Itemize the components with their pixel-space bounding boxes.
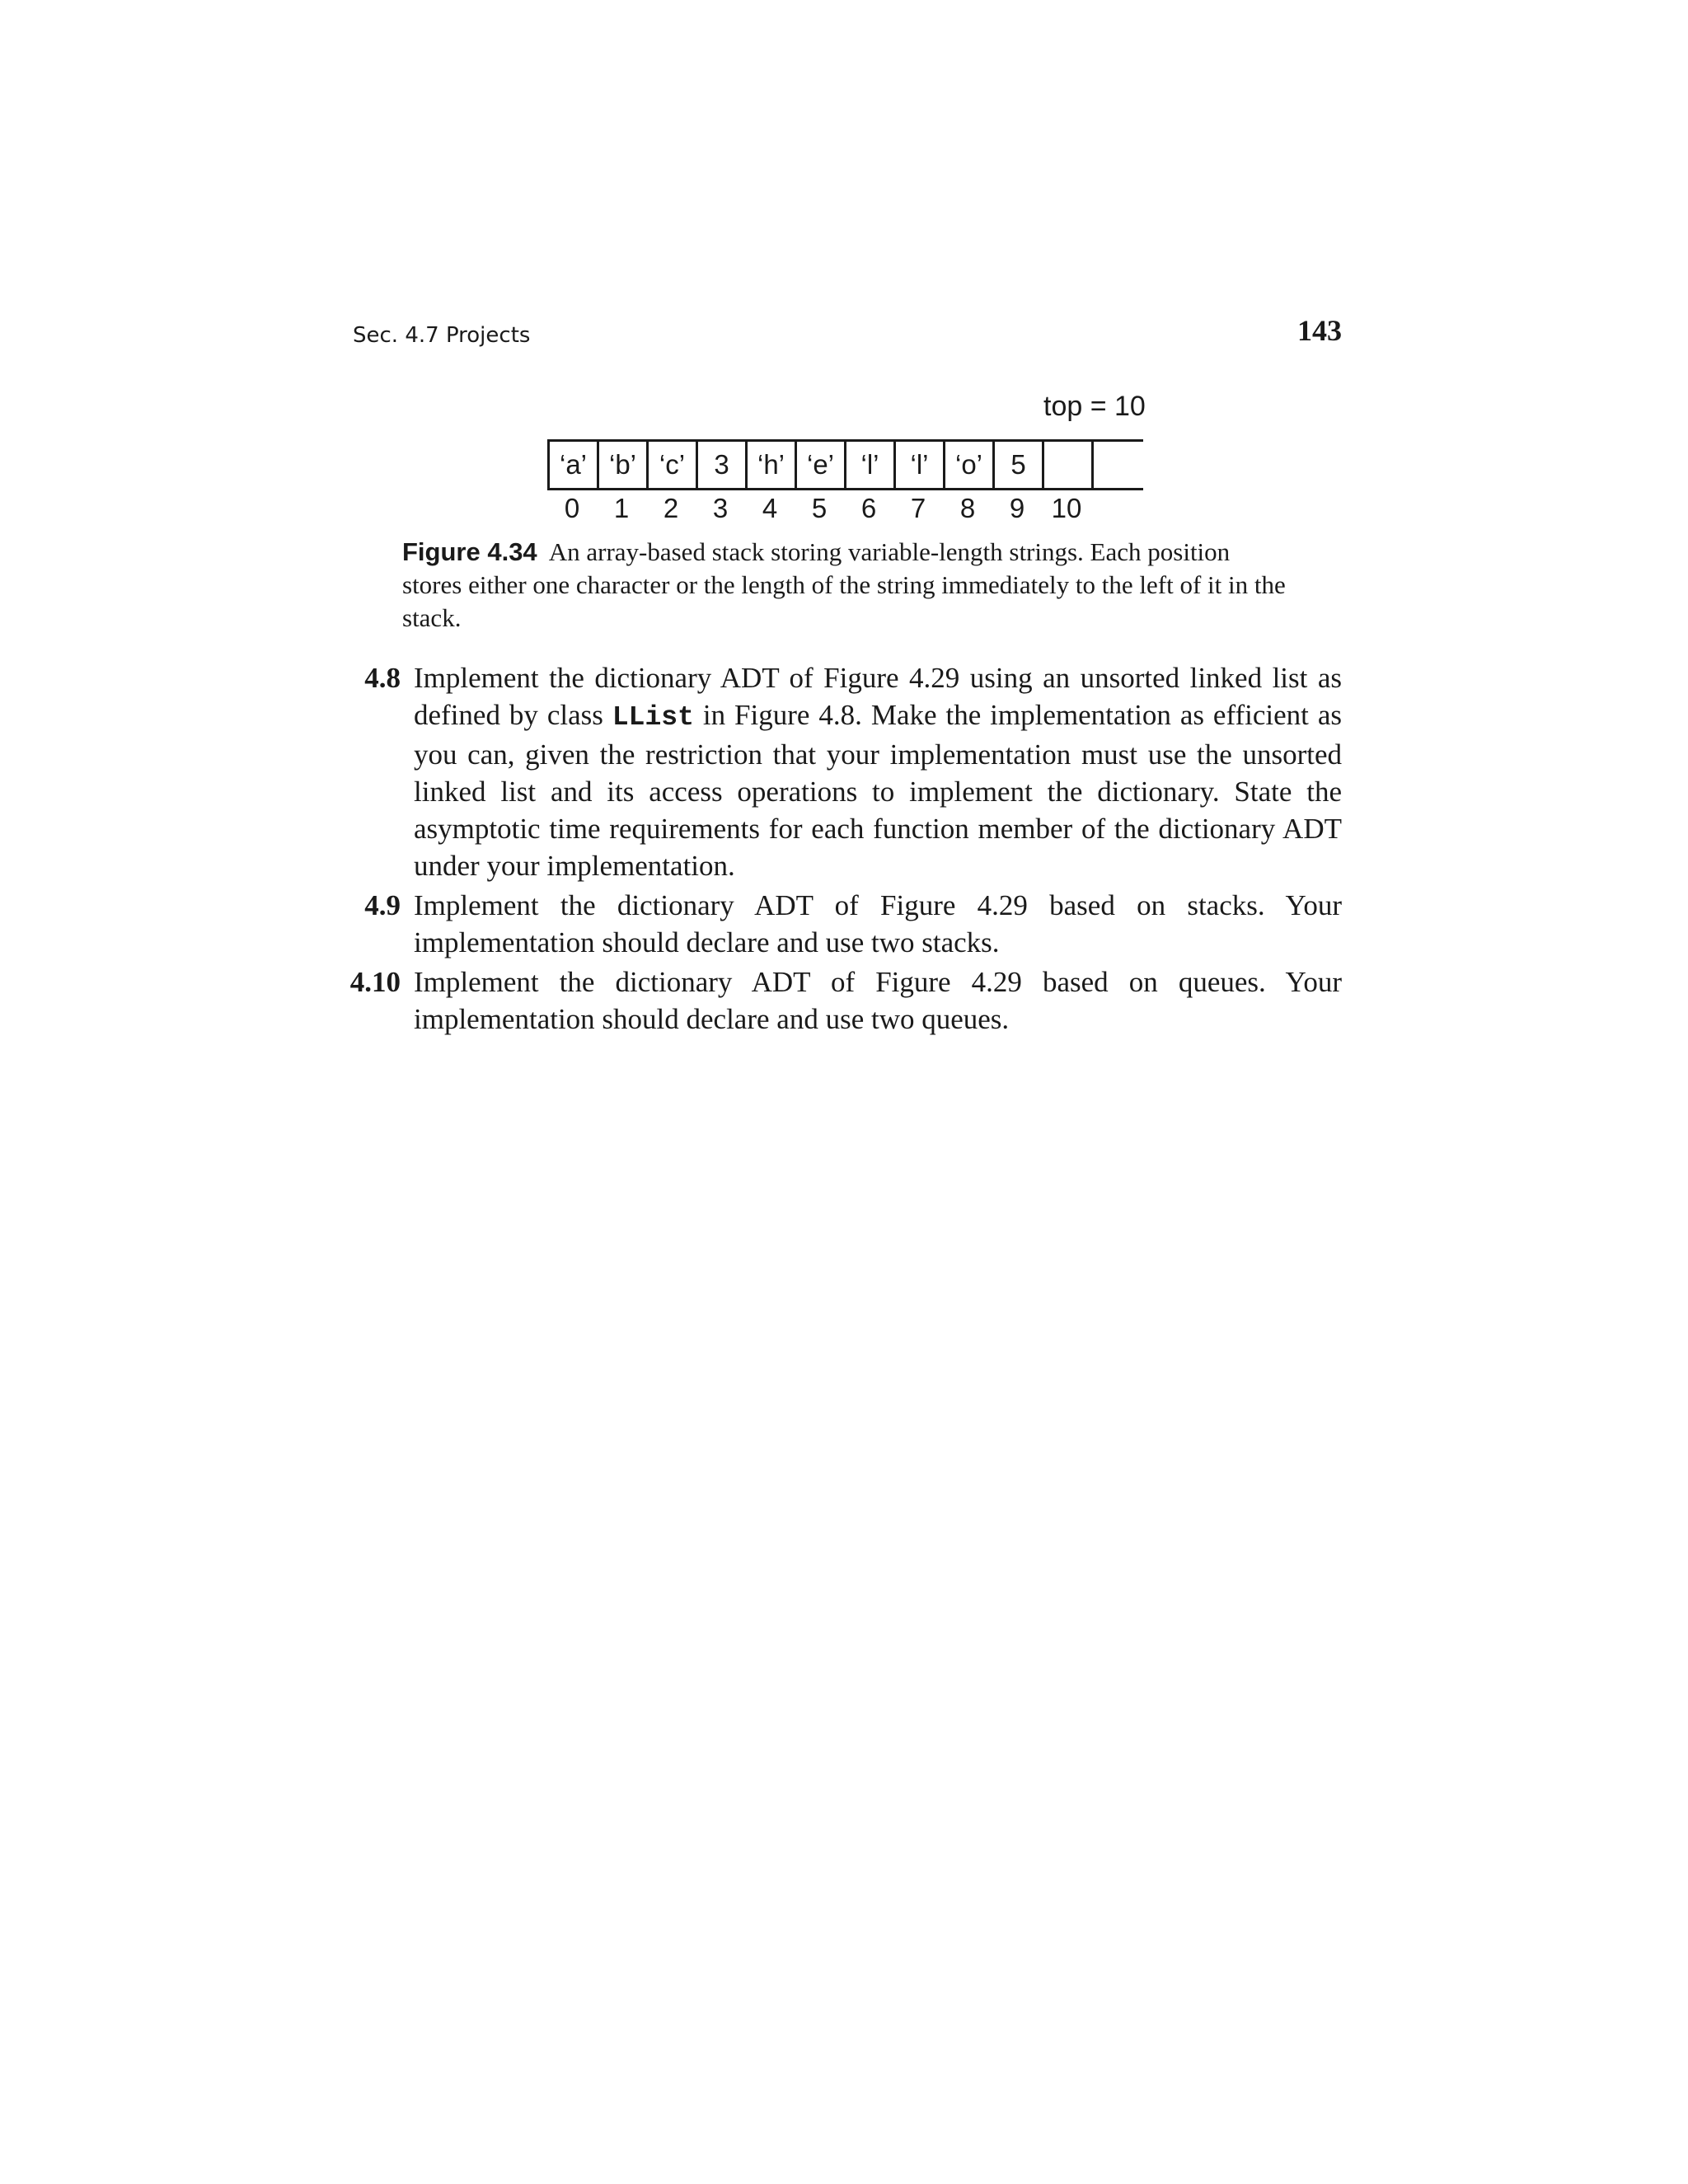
array-cell-empty bbox=[1094, 442, 1143, 488]
exercise-item bbox=[346, 887, 1342, 961]
array-cell: ‘c’ bbox=[649, 442, 698, 488]
exercise-text bbox=[414, 659, 1342, 884]
caption-label: Figure 4.34 bbox=[402, 537, 537, 566]
array-index: 0 bbox=[564, 493, 580, 523]
figure-caption bbox=[402, 536, 1292, 635]
running-head: Sec. 4.7 Projects bbox=[353, 323, 531, 348]
stack-array bbox=[547, 439, 1143, 490]
exercise-text: Implement the dictionary ADT of Figure 4.29 based on stacks. Your implementation should declare and use two stacks. bbox=[414, 889, 1342, 958]
array-cell: 5 bbox=[995, 442, 1044, 488]
array-cell: ‘e’ bbox=[797, 442, 846, 488]
top-pointer-label: top = 10 bbox=[1043, 391, 1146, 422]
array-indices bbox=[547, 493, 1091, 524]
page-number: 143 bbox=[1297, 314, 1342, 347]
exercise-text: Implement the dictionary ADT of Figure 4.29 based on queues. Your implementation should declare and use two queues. bbox=[414, 966, 1342, 1035]
array-index: 1 bbox=[613, 493, 630, 523]
array-index: 8 bbox=[959, 493, 976, 523]
array-index: 6 bbox=[860, 493, 877, 523]
exercise-number: 4.8 bbox=[364, 662, 401, 694]
array-cell: ‘h’ bbox=[748, 442, 797, 488]
array-index: 9 bbox=[1009, 493, 1025, 523]
array-index: 2 bbox=[663, 493, 679, 523]
array-index: 5 bbox=[811, 493, 828, 523]
array-cell: ‘a’ bbox=[550, 442, 599, 488]
exercise-item bbox=[346, 963, 1342, 1038]
exercise-text-part: Implement the dictionary ADT of Figure 4.29 using an unsorted linked list as defined by class bbox=[414, 662, 1342, 731]
array-index: 7 bbox=[910, 493, 926, 523]
array-cell: ‘b’ bbox=[599, 442, 649, 488]
caption-text: An array-based stack storing variable-length strings. Each position stores either one character or the length of the string immediately to the left of it in the stack. bbox=[402, 537, 1286, 632]
exercise-number: 4.10 bbox=[349, 966, 401, 998]
exercise-text-part: in Figure 4.8. Make the implementation as efficient as you can, given the restriction that your implementation must use the unsorted linked list and its access operations to implement the dictionary. State the asymptotic time requirements for each function member of the dictionary ADT under your implementation. bbox=[414, 699, 1342, 882]
array-cell: ‘l’ bbox=[896, 442, 945, 488]
array-index: 3 bbox=[712, 493, 729, 523]
array-cell-empty bbox=[1044, 442, 1094, 488]
exercise-item bbox=[346, 659, 1342, 884]
array-cell: ‘o’ bbox=[945, 442, 995, 488]
array-cell: ‘l’ bbox=[846, 442, 896, 488]
exercise-number: 4.9 bbox=[364, 889, 401, 921]
code-llist: LList bbox=[612, 702, 694, 733]
array-cell: 3 bbox=[698, 442, 748, 488]
array-index: 4 bbox=[762, 493, 778, 523]
exercise-list bbox=[346, 659, 1342, 1040]
array-index: 10 bbox=[1051, 493, 1082, 523]
